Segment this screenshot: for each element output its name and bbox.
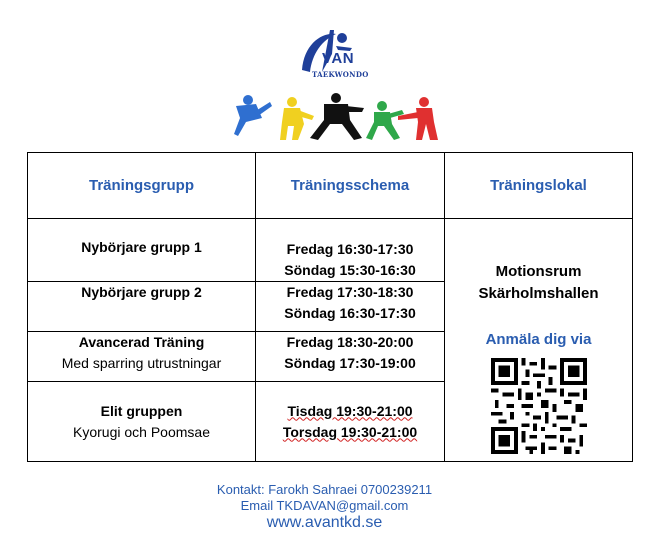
qr-code-icon[interactable] bbox=[491, 358, 587, 454]
table-row-group-3: Avancerad Träning Med sparring utrustningar bbox=[28, 332, 256, 382]
footer-email[interactable]: Email TKDAVAN@gmail.com bbox=[240, 498, 409, 513]
logo-brand: VAN bbox=[322, 50, 355, 67]
table-row-schedule-1: Fredag 16:30-17:30 Söndag 15:30-16:30 bbox=[256, 219, 445, 282]
footer-website-link[interactable]: www.avantkd.se bbox=[266, 514, 383, 531]
signup-label: Anmäla dig via bbox=[485, 331, 592, 348]
logo-subtitle: TAEKWONDO bbox=[312, 70, 369, 79]
header-training-group: Träningsgrupp bbox=[28, 153, 256, 219]
table-row-schedule-3: Fredag 18:30-20:00 Söndag 17:30-19:00 bbox=[256, 332, 445, 382]
table-row-group-2: Nybörjare grupp 2 bbox=[28, 282, 256, 332]
table-row-group-1: Nybörjare grupp 1 bbox=[28, 219, 256, 282]
header-training-location: Träningslokal bbox=[445, 153, 633, 219]
table-row-schedule-4: Tisdag 19:30-21:00 Torsdag 19:30-21:00 bbox=[256, 382, 445, 462]
footer-contact: Kontakt: Farokh Sahraei 0700239211 bbox=[216, 482, 433, 497]
schedule-table bbox=[27, 152, 633, 462]
table-row-group-4: Elit gruppen Kyorugi och Poomsae bbox=[28, 382, 256, 462]
table-row-schedule-2: Fredag 17:30-18:30 Söndag 16:30-17:30 bbox=[256, 282, 445, 332]
location-cell: Motionsrum Skärholmshallen Anmäla dig via bbox=[445, 219, 633, 462]
taekwondo-fighters-icon bbox=[232, 92, 444, 142]
header-training-schedule: Träningsschema bbox=[256, 153, 445, 219]
